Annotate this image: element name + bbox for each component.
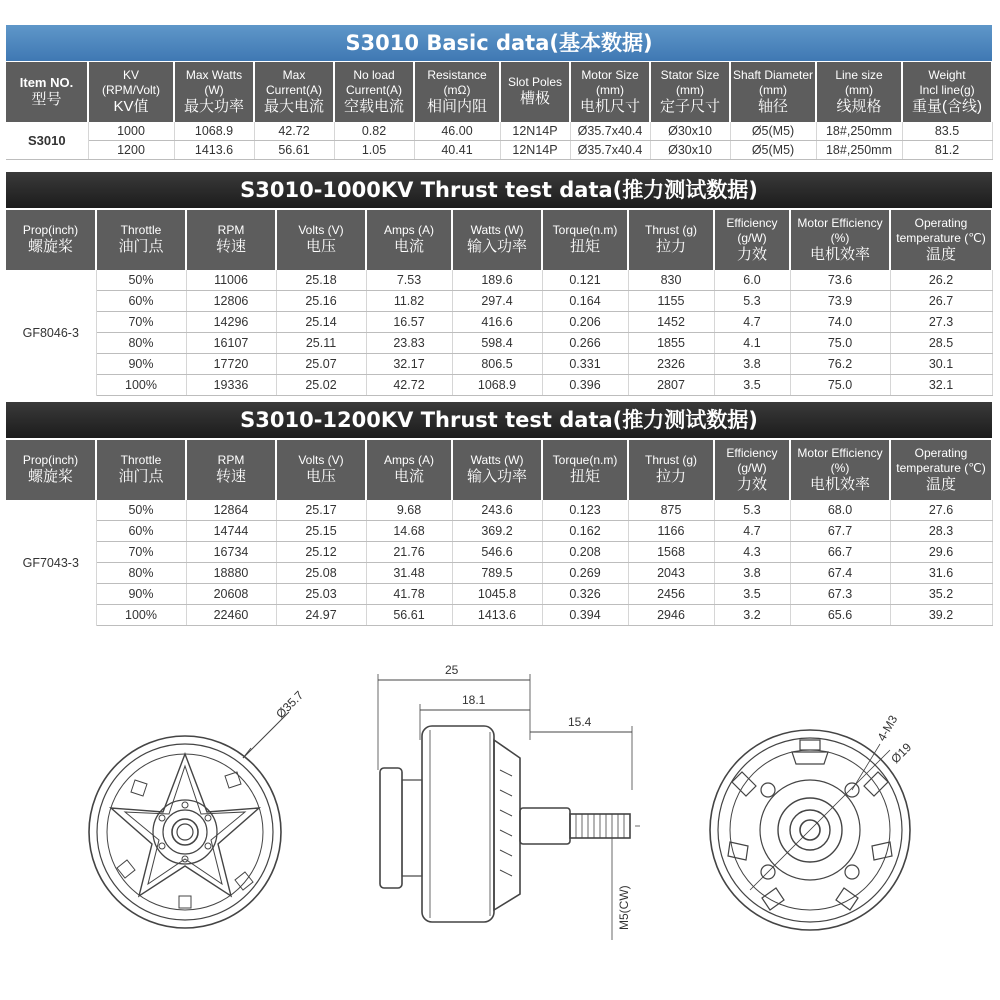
table-cell: 26.2: [890, 270, 992, 291]
kv1200-header-6: [542, 440, 628, 500]
kv1200-title: S3010-1200KV Thrust test data(推力测试数据): [6, 402, 992, 438]
header-en-unit: (%): [830, 230, 850, 245]
table-cell: 11.82: [366, 291, 452, 312]
header-cn: 槽极: [519, 90, 550, 108]
table-cell: 65.6: [790, 605, 890, 626]
header-en: Prop(inch): [22, 453, 79, 468]
body-length-label: 18.1: [462, 693, 486, 707]
header-en: Prop(inch): [22, 223, 79, 238]
table-cell: Ø35.7x40.4: [570, 141, 650, 160]
table-cell: 0.123: [542, 500, 628, 521]
table-cell: 27.6: [890, 500, 992, 521]
table-cell: 546.6: [452, 542, 542, 563]
table-cell: 243.6: [452, 500, 542, 521]
table-cell: 67.7: [790, 521, 890, 542]
basic-header-9: [730, 62, 816, 122]
kv1200-header-5: [452, 440, 542, 500]
table-cell: 0.396: [542, 375, 628, 396]
table-cell: 806.5: [452, 354, 542, 375]
basic-header-0: [6, 62, 88, 122]
header-cn: 输入功率: [466, 238, 527, 256]
table-cell: 42.72: [254, 122, 334, 141]
table-cell: 0.331: [542, 354, 628, 375]
table-cell: 24.97: [276, 605, 366, 626]
table-cell: 73.6: [790, 270, 890, 291]
header-en: Slot Poles: [507, 75, 563, 90]
header-en: Throttle: [120, 453, 162, 468]
shaft-length-label: 15.4: [568, 715, 592, 729]
table-cell: 25.03: [276, 584, 366, 605]
kv1200-header-4: [366, 440, 452, 500]
kv1200-header-8: [714, 440, 790, 500]
header-en: Volts (V): [298, 453, 344, 468]
table-row: [6, 141, 992, 160]
table-cell: 67.3: [790, 584, 890, 605]
table-cell: 0.164: [542, 291, 628, 312]
table-cell: 60%: [96, 521, 186, 542]
header-cn: 温度: [925, 475, 956, 493]
overall-length-label: 25: [445, 663, 459, 677]
table-cell: 41.78: [366, 584, 452, 605]
header-cn: 电压: [305, 468, 336, 486]
basic-header-11: [902, 62, 992, 122]
basic-header-3: [254, 62, 334, 122]
header-en-unit: temperature (℃): [896, 230, 986, 245]
table-cell: 12806: [186, 291, 276, 312]
basic-header-6: [500, 62, 570, 122]
header-en: Motor Efficiency: [797, 445, 883, 460]
table-cell: 0.208: [542, 542, 628, 563]
header-en: Item NO.: [19, 74, 74, 90]
table-cell: 40.41: [414, 141, 500, 160]
table-cell: 1452: [628, 312, 714, 333]
table-cell: 1200: [88, 141, 174, 160]
header-en: Torque(n.m): [552, 223, 618, 238]
header-cn: 相间内阻: [426, 97, 487, 115]
table-cell: 9.68: [366, 500, 452, 521]
header-cn: 螺旋桨: [27, 468, 73, 486]
header-en: Torque(n.m): [552, 453, 618, 468]
table-cell: 100%: [96, 375, 186, 396]
table-cell: 5.3: [714, 500, 790, 521]
table-cell: 80%: [96, 563, 186, 584]
kv1000-header-2: [186, 210, 276, 270]
basic-header-7: [570, 62, 650, 122]
table-cell: 23.83: [366, 333, 452, 354]
table-cell: 31.48: [366, 563, 452, 584]
table-cell: 30.1: [890, 354, 992, 375]
table-cell: 2456: [628, 584, 714, 605]
shaft-thread-label: M5(CW): [617, 885, 631, 930]
table-cell: 369.2: [452, 521, 542, 542]
prop-cell: GF7043-3: [6, 500, 96, 626]
header-en: Volts (V): [298, 223, 344, 238]
table-cell: 5.3: [714, 291, 790, 312]
table-row: [6, 584, 992, 605]
header-en-unit: (g/W): [737, 460, 767, 475]
table-row: [6, 291, 992, 312]
table-row: [6, 122, 992, 141]
header-cn: 电流: [393, 238, 424, 256]
table-cell: 598.4: [452, 333, 542, 354]
table-cell: 0.269: [542, 563, 628, 584]
header-cn: 转速: [215, 468, 246, 486]
table-cell: 297.4: [452, 291, 542, 312]
table-cell: 4.3: [714, 542, 790, 563]
basic-header-10: [816, 62, 902, 122]
table-cell: 4.7: [714, 521, 790, 542]
table-cell: 27.3: [890, 312, 992, 333]
header-cn: 油门点: [118, 468, 164, 486]
header-en-unit: (mm): [845, 82, 873, 97]
kv1200-header-1: [96, 440, 186, 500]
kv1000-header-9: [790, 210, 890, 270]
header-en-unit: Current(A): [345, 82, 402, 97]
basic-header-1: [88, 62, 174, 122]
table-cell: 66.7: [790, 542, 890, 563]
table-row: [6, 563, 992, 584]
table-row: [6, 333, 992, 354]
table-cell: 75.0: [790, 375, 890, 396]
table-cell: 14.68: [366, 521, 452, 542]
table-cell: 26.7: [890, 291, 992, 312]
basic-header-5: [414, 62, 500, 122]
table-cell: 25.18: [276, 270, 366, 291]
header-cn: 最大电流: [263, 97, 324, 115]
table-cell: 2326: [628, 354, 714, 375]
table-cell: 50%: [96, 270, 186, 291]
header-cn: 电流: [393, 468, 424, 486]
table-row: [6, 500, 992, 521]
header-en-unit: (RPM/Volt): [101, 82, 160, 97]
kv1200-table: [6, 440, 993, 626]
table-cell: Ø5(M5): [730, 141, 816, 160]
header-cn: 型号: [31, 90, 62, 108]
basic-header-8: [650, 62, 730, 122]
table-cell: 875: [628, 500, 714, 521]
table-cell: 0.266: [542, 333, 628, 354]
table-cell: Ø35.7x40.4: [570, 122, 650, 141]
table-cell: 25.17: [276, 500, 366, 521]
table-row: [6, 312, 992, 333]
kv1000-title: S3010-1000KV Thrust test data(推力测试数据): [6, 172, 992, 208]
header-en: Resistance: [427, 67, 487, 82]
header-en: Max: [282, 67, 306, 82]
header-en: Amps (A): [383, 223, 434, 238]
table-cell: 1413.6: [452, 605, 542, 626]
table-row: [6, 375, 992, 396]
table-cell: 14744: [186, 521, 276, 542]
table-cell: 76.2: [790, 354, 890, 375]
table-cell: 25.08: [276, 563, 366, 584]
header-en: Line size: [835, 67, 883, 82]
header-cn: 温度: [925, 245, 956, 263]
table-cell: 17720: [186, 354, 276, 375]
bolt-holes-label: 4-M3: [874, 712, 901, 744]
header-en-unit: (mm): [596, 82, 624, 97]
header-en-unit: Incl line(g): [919, 82, 975, 97]
table-cell: 80%: [96, 333, 186, 354]
header-en: Operating: [914, 445, 968, 460]
header-en-unit: (mm): [759, 82, 787, 97]
kv1200-header-3: [276, 440, 366, 500]
header-en: Motor Efficiency: [797, 215, 883, 230]
table-cell: 25.02: [276, 375, 366, 396]
table-cell: 73.9: [790, 291, 890, 312]
header-cn: 拉力: [655, 238, 686, 256]
table-cell: 16.57: [366, 312, 452, 333]
table-cell: 56.61: [366, 605, 452, 626]
table-row: [6, 354, 992, 375]
table-cell: 1068.9: [174, 122, 254, 141]
basic-header-2: [174, 62, 254, 122]
kv1200-header-10: [890, 440, 992, 500]
table-cell: 1068.9: [452, 375, 542, 396]
kv1000-header-6: [542, 210, 628, 270]
basic-header-row: [6, 62, 992, 122]
table-cell: 416.6: [452, 312, 542, 333]
kv1000-header-3: [276, 210, 366, 270]
table-cell: 67.4: [790, 563, 890, 584]
table-cell: 1000: [88, 122, 174, 141]
header-en-unit: temperature (℃): [896, 460, 986, 475]
table-cell: 3.8: [714, 354, 790, 375]
table-cell: 25.11: [276, 333, 366, 354]
kv1200-header-0: [6, 440, 96, 500]
header-en: Shaft Diameter: [732, 67, 814, 82]
motor-technical-drawing: [0, 640, 1000, 1000]
kv1000-header-1: [96, 210, 186, 270]
table-cell: 789.5: [452, 563, 542, 584]
table-cell: 22460: [186, 605, 276, 626]
table-cell: 25.07: [276, 354, 366, 375]
header-cn: 电机效率: [809, 475, 870, 493]
table-cell: 60%: [96, 291, 186, 312]
table-cell: 25.16: [276, 291, 366, 312]
table-cell: 6.0: [714, 270, 790, 291]
header-en: Thrust (g): [644, 453, 697, 468]
table-cell: 19336: [186, 375, 276, 396]
header-en: Watts (W): [470, 223, 524, 238]
table-cell: Ø5(M5): [730, 122, 816, 141]
table-cell: 11006: [186, 270, 276, 291]
table-cell: 28.5: [890, 333, 992, 354]
table-cell: 75.0: [790, 333, 890, 354]
table-cell: 12N14P: [500, 141, 570, 160]
table-cell: 32.17: [366, 354, 452, 375]
header-cn: 油门点: [118, 238, 164, 256]
kv1200-header-row: [6, 440, 992, 500]
bolt-circle-label: Ø19: [888, 740, 915, 767]
table-cell: 25.14: [276, 312, 366, 333]
header-cn: 扭矩: [569, 468, 600, 486]
motor-back-view: [710, 713, 914, 930]
table-cell: 25.15: [276, 521, 366, 542]
table-cell: 70%: [96, 542, 186, 563]
header-en: Operating: [914, 215, 968, 230]
table-cell: 90%: [96, 584, 186, 605]
header-en: Throttle: [120, 223, 162, 238]
motor-front-view: [89, 688, 306, 928]
kv1000-table: [6, 210, 993, 396]
table-cell: 3.5: [714, 375, 790, 396]
table-cell: 0.162: [542, 521, 628, 542]
kv1000-header-4: [366, 210, 452, 270]
header-cn: 电机尺寸: [579, 97, 640, 115]
header-cn: 重量(含线): [912, 97, 982, 115]
header-en: RPM: [217, 453, 245, 468]
table-cell: 2807: [628, 375, 714, 396]
header-en: Watts (W): [470, 453, 524, 468]
header-cn: 拉力: [655, 468, 686, 486]
table-cell: 0.82: [334, 122, 414, 141]
table-cell: 16734: [186, 542, 276, 563]
table-cell: 830: [628, 270, 714, 291]
header-en-unit: (W): [204, 82, 224, 97]
table-row: [6, 521, 992, 542]
header-cn: 最大功率: [183, 97, 244, 115]
table-cell: 68.0: [790, 500, 890, 521]
header-cn: 空载电流: [343, 97, 404, 115]
kv1200-header-7: [628, 440, 714, 500]
kv1000-header-8: [714, 210, 790, 270]
table-cell: 18#,250mm: [816, 141, 902, 160]
header-en: Max Watts: [185, 67, 243, 82]
table-cell: 1166: [628, 521, 714, 542]
table-cell: 7.53: [366, 270, 452, 291]
header-en-unit: Current(A): [265, 82, 322, 97]
header-cn: 电压: [305, 238, 336, 256]
table-cell: 1045.8: [452, 584, 542, 605]
table-cell: 21.76: [366, 542, 452, 563]
header-cn: 转速: [215, 238, 246, 256]
table-cell: 90%: [96, 354, 186, 375]
table-row: [6, 605, 992, 626]
table-cell: 12864: [186, 500, 276, 521]
table-cell: 3.2: [714, 605, 790, 626]
header-en: Weight: [928, 67, 966, 82]
header-en: KV: [122, 67, 139, 82]
header-en: No load: [353, 67, 395, 82]
table-cell: 50%: [96, 500, 186, 521]
table-cell: 18880: [186, 563, 276, 584]
header-en-unit: (mΩ): [443, 82, 471, 97]
table-cell: 0.326: [542, 584, 628, 605]
table-cell: 42.72: [366, 375, 452, 396]
table-cell: 0.206: [542, 312, 628, 333]
motor-side-view: [378, 663, 640, 940]
table-cell: 28.3: [890, 521, 992, 542]
table-row: [6, 542, 992, 563]
header-en: Efficiency: [726, 445, 778, 460]
front-diameter-label: Ø35.7: [273, 688, 307, 722]
table-cell: 35.2: [890, 584, 992, 605]
table-cell: 81.2: [902, 141, 992, 160]
header-en: Motor Size: [581, 67, 639, 82]
kv1000-header-10: [890, 210, 992, 270]
table-cell: 1568: [628, 542, 714, 563]
header-en: Amps (A): [383, 453, 434, 468]
header-cn: 线规格: [836, 97, 882, 115]
table-cell: 3.5: [714, 584, 790, 605]
table-cell: 14296: [186, 312, 276, 333]
table-cell: 0.394: [542, 605, 628, 626]
basic-data-title: S3010 Basic data(基本数据): [6, 25, 992, 61]
header-cn: 输入功率: [466, 468, 527, 486]
table-cell: 4.7: [714, 312, 790, 333]
table-cell: 18#,250mm: [816, 122, 902, 141]
table-cell: 31.6: [890, 563, 992, 584]
table-cell: 2946: [628, 605, 714, 626]
table-cell: 74.0: [790, 312, 890, 333]
table-cell: 20608: [186, 584, 276, 605]
header-en: Stator Size: [660, 67, 720, 82]
basic-header-4: [334, 62, 414, 122]
table-cell: 2043: [628, 563, 714, 584]
header-cn: 轴径: [757, 97, 788, 115]
table-cell: Ø30x10: [650, 122, 730, 141]
header-cn: 电机效率: [809, 245, 870, 263]
table-cell: 1155: [628, 291, 714, 312]
header-en-unit: (mm): [676, 82, 704, 97]
table-cell: 1855: [628, 333, 714, 354]
table-cell: 70%: [96, 312, 186, 333]
kv1200-header-9: [790, 440, 890, 500]
table-cell: 3.8: [714, 563, 790, 584]
table-row: [6, 270, 992, 291]
table-cell: 1413.6: [174, 141, 254, 160]
kv1200-header-2: [186, 440, 276, 500]
item-number-cell: S3010: [6, 122, 88, 160]
kv1000-header-0: [6, 210, 96, 270]
table-cell: 189.6: [452, 270, 542, 291]
table-cell: 56.61: [254, 141, 334, 160]
table-cell: 39.2: [890, 605, 992, 626]
header-en: Thrust (g): [644, 223, 697, 238]
table-cell: Ø30x10: [650, 141, 730, 160]
table-cell: 1.05: [334, 141, 414, 160]
header-cn: 定子尺寸: [659, 97, 720, 115]
basic-data-table: [6, 62, 993, 160]
kv1000-header-5: [452, 210, 542, 270]
header-cn: KV值: [113, 97, 149, 115]
prop-cell: GF8046-3: [6, 270, 96, 396]
header-en-unit: (%): [830, 460, 850, 475]
header-cn: 力效: [736, 245, 767, 263]
table-cell: 83.5: [902, 122, 992, 141]
kv1000-header-7: [628, 210, 714, 270]
header-en-unit: (g/W): [737, 230, 767, 245]
table-cell: 12N14P: [500, 122, 570, 141]
table-cell: 46.00: [414, 122, 500, 141]
table-cell: 29.6: [890, 542, 992, 563]
header-cn: 扭矩: [569, 238, 600, 256]
kv1000-header-row: [6, 210, 992, 270]
table-cell: 4.1: [714, 333, 790, 354]
table-cell: 100%: [96, 605, 186, 626]
table-cell: 25.12: [276, 542, 366, 563]
header-cn: 螺旋桨: [27, 238, 73, 256]
header-en: RPM: [217, 223, 245, 238]
header-cn: 力效: [736, 475, 767, 493]
table-cell: 32.1: [890, 375, 992, 396]
table-cell: 16107: [186, 333, 276, 354]
table-cell: 0.121: [542, 270, 628, 291]
header-en: Efficiency: [726, 215, 778, 230]
